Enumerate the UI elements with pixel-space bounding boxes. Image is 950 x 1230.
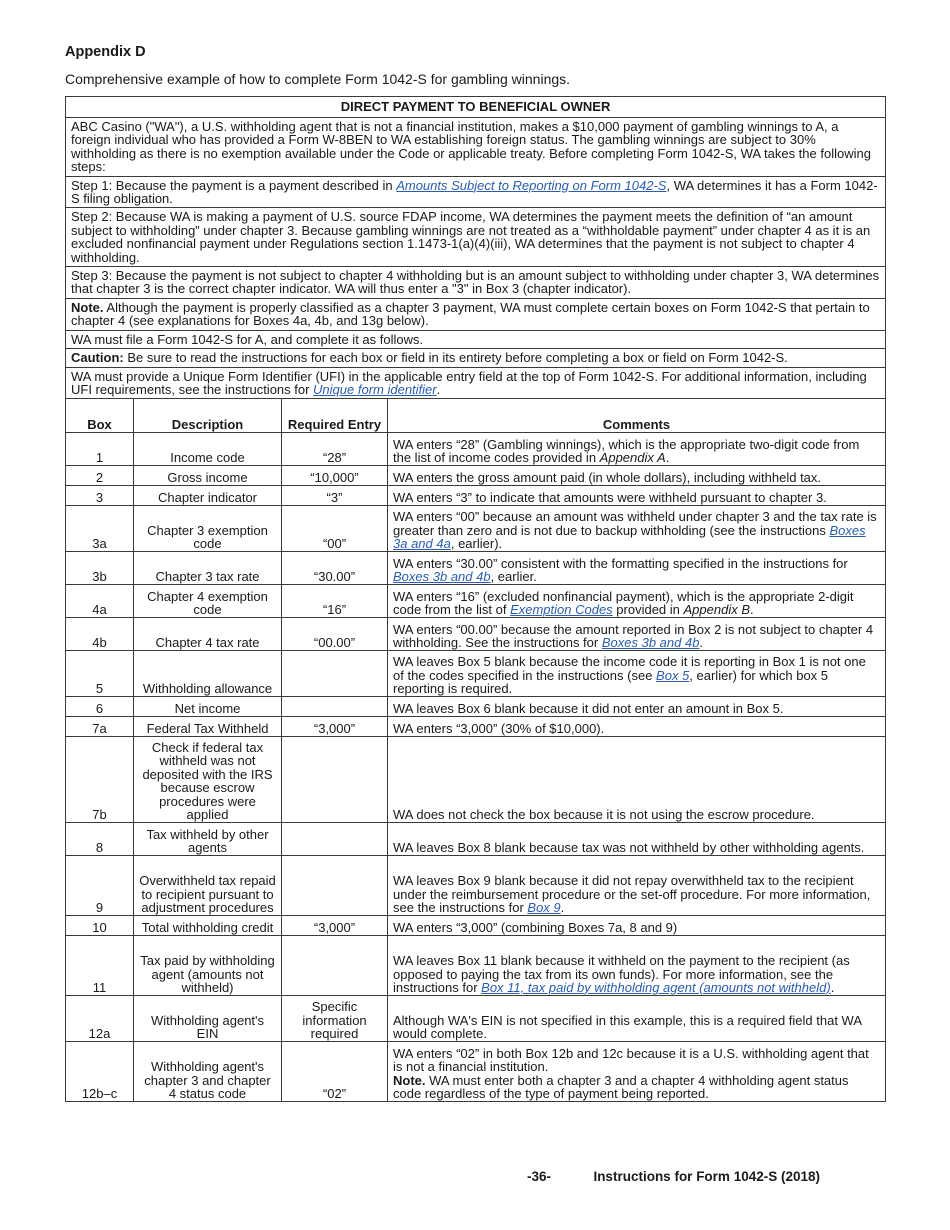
appendix-title: Appendix D: [65, 44, 146, 60]
table-row: [66, 651, 886, 697]
comment-text: Although WA's EIN is not specified in this example, this is a required field that WA would complete.: [393, 1012, 862, 1041]
comment-text: WA enters “3” to indicate that amounts were withheld pursuant to chapter 3.: [393, 489, 827, 505]
comment-text: WA enters “30.00” consistent with the formatting specified in the instructions for: [393, 555, 848, 571]
box-description: Tax withheld by other agents: [134, 823, 282, 856]
box-number: 6: [66, 697, 134, 717]
section-header: DIRECT PAYMENT TO BENEFICIAL OWNER: [66, 97, 886, 118]
table-row: [66, 618, 886, 651]
box-description: Chapter 4 tax rate: [134, 618, 282, 651]
footer-title: Instructions for Form 1042-S (2018): [593, 1169, 820, 1184]
comment-text: WA enters “16” (excluded nonfinancial payment), which is the appropriate 2-digit code from the list of: [393, 588, 854, 617]
comment: [388, 717, 886, 737]
required-entry: “02”: [282, 1042, 388, 1102]
instruction-link[interactable]: Box 5: [656, 667, 690, 683]
required-entry: Specific information required: [282, 996, 388, 1042]
amounts-subject-link[interactable]: Amounts Subject to Reporting on Form 1042-S: [396, 177, 667, 193]
box-description: Chapter indicator: [134, 486, 282, 506]
box-description: Chapter 4 exemption code: [134, 585, 282, 618]
required-entry: “00.00”: [282, 618, 388, 651]
table-row: [66, 697, 886, 717]
table-row: [66, 585, 886, 618]
required-entry: [282, 936, 388, 996]
box-number: 3a: [66, 506, 134, 552]
comment-text: .: [665, 449, 670, 465]
table-row: [66, 856, 886, 916]
comment-text: WA leaves Box 9 blank because it did not repay overwithheld tax to the recipient under the reimbursement procedure or the set-off procedure. For more information, see the instructions for: [393, 873, 871, 915]
note-text: Although the payment is properly classified as a chapter 3 payment, WA must complete certain boxes on Form 1042-S that pertain to chapter 4 (see explanations for Boxes 4a, 4b, and 13g below).: [71, 299, 870, 329]
ufi-text: WA must provide a Unique Form Identifier (UFI) in the applicable entry field at the top of Form 1042-S. For additional information, including UFI requirements, see the instructions for: [71, 368, 867, 397]
comment: [388, 737, 886, 823]
box-number: 5: [66, 651, 134, 697]
page-number: -36-: [527, 1169, 552, 1184]
box-number: 12a: [66, 996, 134, 1042]
caution-row: [66, 349, 886, 367]
required-entry: “3,000”: [282, 916, 388, 936]
comment: [388, 651, 886, 697]
comment-text: provided in: [612, 601, 684, 617]
step-3: Step 3: Because the payment is not subject to chapter 4 withholding but is an amount subject to withholding under chapter 3, WA determines that chapter 3 is the correct chapter indicator. WA will thus enter a "3" in Box 3 (chapter indicator).: [66, 267, 886, 299]
table-row: [66, 996, 886, 1042]
required-entry: [282, 697, 388, 717]
box-description: Net income: [134, 697, 282, 717]
example-table: [65, 96, 886, 1102]
comment-text: WA enters “28” (Gambling winnings), which is the appropriate two-digit code from the list of income codes provided in: [393, 436, 860, 465]
comment: [388, 916, 886, 936]
step-1-text-end: , WA determines it has a Form 1042-S filing obligation.: [71, 177, 878, 207]
box-number: 1: [66, 433, 134, 466]
table-header-row: [66, 399, 886, 433]
comment: [388, 618, 886, 651]
comment: [388, 433, 886, 466]
required-entry: “3”: [282, 486, 388, 506]
box-description: Withholding agent's EIN: [134, 996, 282, 1042]
note-row: [66, 298, 886, 330]
box-description: Check if federal tax withheld was not deposited with the IRS because escrow procedures were applied: [134, 737, 282, 823]
box-description: Income code: [134, 433, 282, 466]
table-row: [66, 823, 886, 856]
intro-text: Comprehensive example of how to complete Form 1042-S for gambling winnings.: [65, 71, 571, 87]
comment-text: WA leaves Box 5 blank because the income code it is reporting in Box 1 is not one of the codes specified in the instructions (see: [393, 654, 866, 683]
required-entry: [282, 651, 388, 697]
required-entry: “10,000”: [282, 466, 388, 486]
required-entry: “00”: [282, 506, 388, 552]
comment-text: WA enters “3,000” (combining Boxes 7a, 8 and 9): [393, 919, 678, 935]
table-row: [66, 506, 886, 552]
box-number: 12b–c: [66, 1042, 134, 1102]
box-number: 3: [66, 486, 134, 506]
box-description: Tax paid by withholding agent (amounts not withheld): [134, 936, 282, 996]
box-number: 3b: [66, 552, 134, 585]
step-2: Step 2: Because WA is making a payment of U.S. source FDAP income, WA determines the payment meets the definition of “an amount subject to withholding” under chapter 3. Because gambling winnings are not treated as a “withholdable payment” under chapter 4 as it is an excluded nonfinancial payment under Regulations section 1.1473-1(a)(4)(iii), WA determines that the payment is not subject to chapter 4 withholding.: [66, 208, 886, 267]
comment: [388, 823, 886, 856]
box-description: Withholding allowance: [134, 651, 282, 697]
comment: [388, 936, 886, 996]
required-entry: [282, 737, 388, 823]
comment-note-text: WA must enter both a chapter 3 and a chapter 4 withholding agent status code regardless of the type of payment being reported.: [393, 1072, 849, 1101]
required-entry: “3,000”: [282, 717, 388, 737]
comment-text: WA enters the gross amount paid (in whole dollars), including withheld tax.: [393, 469, 822, 485]
comment: [388, 1042, 886, 1102]
box-number: 10: [66, 916, 134, 936]
step-1-text: Step 1: Because the payment is a payment described in: [71, 177, 397, 193]
comment-note-label: Note.: [393, 1072, 426, 1088]
step-1: [66, 176, 886, 208]
comment-text: , earlier).: [450, 535, 503, 551]
box-description: Withholding agent's chapter 3 and chapter 4 status code: [134, 1042, 282, 1102]
instruction-link[interactable]: Box 9: [527, 899, 561, 915]
comment-text: .: [750, 601, 754, 617]
ufi-row: [66, 367, 886, 399]
comment-text: , earlier.: [490, 568, 537, 584]
box-description: Overwithheld tax repaid to recipient pursuant to adjustment procedures: [134, 856, 282, 916]
instruction-link[interactable]: Boxes 3b and 4b: [393, 568, 491, 584]
must-file-text: WA must file a Form 1042-S for A, and complete it as follows.: [66, 330, 886, 348]
comment: [388, 996, 886, 1042]
box-description: Chapter 3 exemption code: [134, 506, 282, 552]
table-row: [66, 552, 886, 585]
comment: [388, 585, 886, 618]
comment-text: WA leaves Box 11 blank because it withheld on the payment to the recipient (as opposed to paying the tax from its own funds). For more information, see the instructions for: [393, 953, 850, 995]
table-row: [66, 466, 886, 486]
required-entry: “30.00”: [282, 552, 388, 585]
box-number: 11: [66, 936, 134, 996]
instruction-link[interactable]: Exemption Codes: [510, 601, 613, 617]
appendix-reference: Appendix A: [599, 449, 666, 465]
table-row: [66, 737, 886, 823]
comment-text: WA does not check the box because it is not using the escrow procedure.: [393, 806, 815, 822]
comment-text: WA enters “02” in both Box 12b and 12c because it is a U.S. withholding agent that is not a financial institution.: [393, 1045, 869, 1075]
comment: [388, 486, 886, 506]
comment: [388, 856, 886, 916]
scenario-text: ABC Casino ("WA"), a U.S. withholding agent that is not a financial institution, makes a $10,000 payment of gambling winnings to A, a foreign individual who has provided a Form W-8BEN to WA establishing foreign status. The gambling winnings are subject to 30% withholding as there is no exemption available under the Code or applicable treaty. Before completing Form 1042-S, WA takes the following steps:: [66, 118, 886, 177]
instruction-link[interactable]: Boxes 3b and 4b: [601, 634, 700, 650]
table-row: [66, 433, 886, 466]
column-header-comments: Comments: [388, 399, 886, 433]
box-number: 7a: [66, 717, 134, 737]
box-number: 4b: [66, 618, 134, 651]
comment-text: WA leaves Box 8 blank because tax was not withheld by other withholding agents.: [393, 839, 865, 855]
box-number: 8: [66, 823, 134, 856]
comment-text: .: [560, 899, 565, 915]
table-body: [66, 433, 886, 1102]
box-number: 4a: [66, 585, 134, 618]
required-entry: [282, 856, 388, 916]
comment-text: .: [699, 634, 704, 650]
comment-text: , earlier) for which box 5 reporting is required.: [393, 667, 829, 696]
box-description: Chapter 3 tax rate: [134, 552, 282, 585]
table-row: [66, 1042, 886, 1102]
table-row: [66, 717, 886, 737]
box-description: Total withholding credit: [134, 916, 282, 936]
comment-text: WA leaves Box 6 blank because it did not enter an amount in Box 5.: [393, 700, 784, 716]
caution-label: Caution:: [71, 350, 124, 366]
table-row: [66, 916, 886, 936]
instruction-link[interactable]: Box 11, tax paid by withholding agent (amounts not withheld): [481, 979, 831, 995]
column-header-box: Box: [66, 399, 134, 433]
table-row: [66, 486, 886, 506]
box-number: 2: [66, 466, 134, 486]
column-header-description: Description: [134, 399, 282, 433]
note-label: Note.: [71, 299, 104, 315]
ufi-text-end: .: [436, 381, 441, 397]
required-entry: [282, 823, 388, 856]
comment: [388, 466, 886, 486]
comment-text: WA enters “00.00” because the amount reported in Box 2 is not subject to chapter 4 withholding. See the instructions for: [393, 621, 874, 650]
table-row: [66, 936, 886, 996]
comment-text: WA enters “3,000” (30% of $10,000).: [393, 720, 605, 736]
required-entry: “16”: [282, 585, 388, 618]
comment-text: WA enters “00” because an amount was withheld under chapter 3 and the tax rate is greater than zero and is not due to backup withholding (see the instructions: [393, 509, 877, 538]
instruction-link[interactable]: Boxes 3a and 4a: [393, 522, 866, 551]
required-entry: “28”: [282, 433, 388, 466]
box-number: 9: [66, 856, 134, 916]
caution-text: Be sure to read the instructions for each box or field in its entirety before completing a box or field on Form 1042-S.: [123, 350, 788, 366]
column-header-required-entry: Required Entry: [282, 399, 388, 433]
comment-text: .: [830, 979, 835, 995]
comment: [388, 697, 886, 717]
comment: [388, 506, 886, 552]
box-description: Gross income: [134, 466, 282, 486]
unique-form-identifier-link[interactable]: Unique form identifier: [313, 381, 437, 397]
box-number: 7b: [66, 737, 134, 823]
box-description: Federal Tax Withheld: [134, 717, 282, 737]
appendix-reference: Appendix B: [683, 601, 751, 617]
comment: [388, 552, 886, 585]
